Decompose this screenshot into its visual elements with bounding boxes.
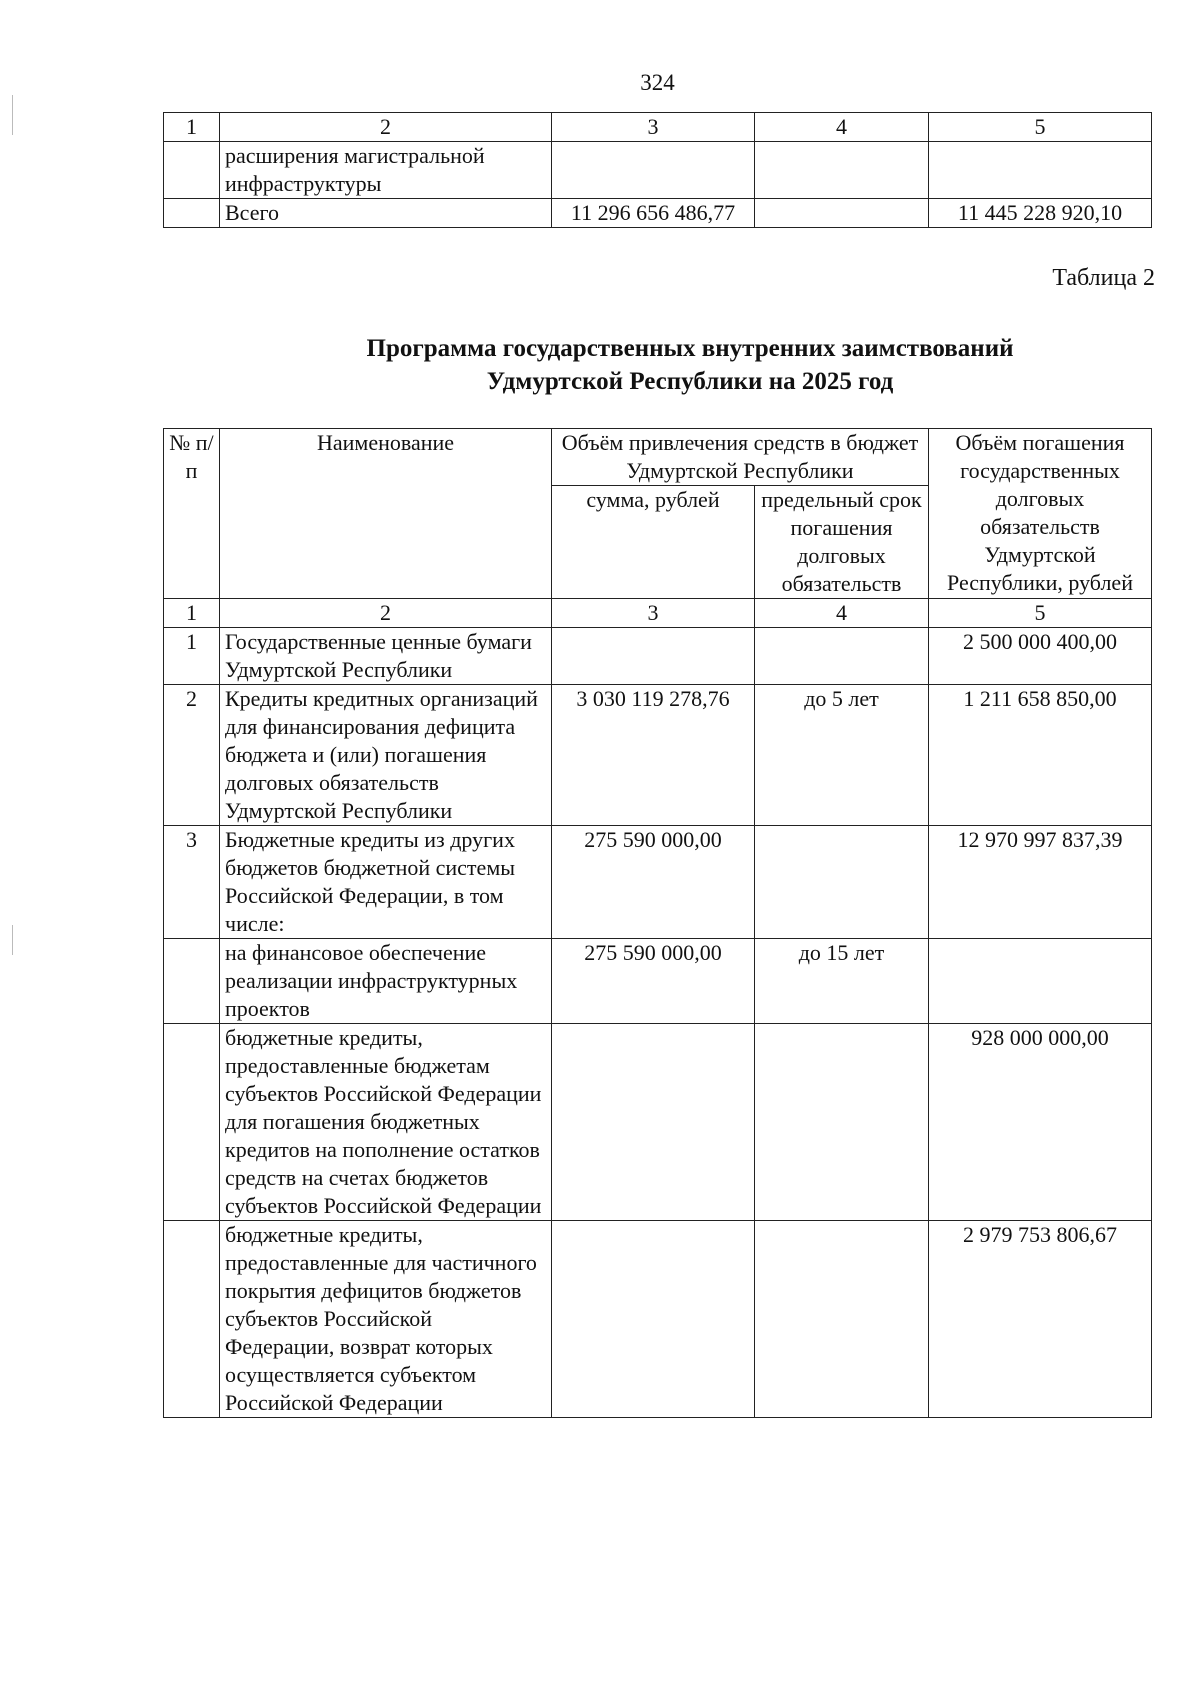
total-label: Всего	[220, 199, 552, 228]
row-amount	[552, 1024, 755, 1221]
table-title-line: Удмуртской Республики на 2025 год	[486, 368, 894, 395]
row-term	[755, 826, 929, 939]
header-number: № п/п	[164, 429, 220, 599]
column-number: 5	[929, 599, 1152, 628]
row-term	[755, 199, 929, 228]
row-amount	[552, 628, 755, 685]
total-repayment: 11 445 228 920,10	[929, 199, 1152, 228]
scan-edge-mark	[12, 95, 13, 135]
continued-table	[163, 112, 1152, 228]
column-number: 4	[755, 113, 929, 142]
row-repayment: 2 500 000 400,00	[929, 628, 1152, 685]
row-name: бюджетные кредиты, предоставленные бюджетам субъектов Российской Федерации для погашения бюджетных кредитов на пополнение остатков средств на счетах бюджетов субъектов Российской Федерации	[220, 1024, 552, 1221]
row-repayment: 2 979 753 806,67	[929, 1221, 1152, 1418]
header-term: предельный срок погашения долговых обязательств	[755, 486, 929, 599]
row-name: расширения магистральной инфраструктуры	[220, 142, 552, 199]
table-row	[164, 939, 1152, 1024]
column-number: 3	[552, 599, 755, 628]
table-title	[0, 332, 1200, 398]
column-number: 5	[929, 113, 1152, 142]
table-title-line: Программа государственных внутренних заимствований	[366, 335, 1014, 362]
row-number: 1	[164, 628, 220, 685]
column-number: 4	[755, 599, 929, 628]
column-number: 2	[220, 599, 552, 628]
row-repayment: 928 000 000,00	[929, 1024, 1152, 1221]
row-number: 2	[164, 685, 220, 826]
column-number-row	[164, 599, 1152, 628]
row-repayment	[929, 939, 1152, 1024]
row-amount: 275 590 000,00	[552, 826, 755, 939]
table-label: Таблица 2	[1052, 265, 1155, 291]
row-name: Государственные ценные бумаги Удмуртской Республики	[220, 628, 552, 685]
row-number	[164, 1024, 220, 1221]
row-name: на финансовое обеспечение реализации инфраструктурных проектов	[220, 939, 552, 1024]
row-term: до 5 лет	[755, 685, 929, 826]
row-repayment: 1 211 658 850,00	[929, 685, 1152, 826]
row-term	[755, 1024, 929, 1221]
borrowing-program-table	[163, 428, 1152, 1418]
table-row	[164, 685, 1152, 826]
row-name: Бюджетные кредиты из других бюджетов бюджетной системы Российской Федерации, в том числе:	[220, 826, 552, 939]
column-number-row	[164, 113, 1152, 142]
table-row	[164, 1221, 1152, 1418]
header-attraction-group: Объём привлечения средств в бюджет Удмуртской Республики	[552, 429, 929, 486]
row-number: 3	[164, 826, 220, 939]
column-number: 3	[552, 113, 755, 142]
total-amount: 11 296 656 486,77	[552, 199, 755, 228]
row-name: Кредиты кредитных организаций для финансирования дефицита бюджета и (или) погашения долговых обязательств Удмуртской Республики	[220, 685, 552, 826]
page-number: 324	[640, 70, 675, 95]
table-row	[164, 826, 1152, 939]
row-repayment: 12 970 997 837,39	[929, 826, 1152, 939]
row-number	[164, 199, 220, 228]
row-repayment	[929, 142, 1152, 199]
header-repayment: Объём погашения государственных долговых обязательств Удмуртской Республики, рублей	[929, 429, 1152, 599]
row-amount: 3 030 119 278,76	[552, 685, 755, 826]
column-number: 2	[220, 113, 552, 142]
row-number	[164, 939, 220, 1024]
scan-edge-mark	[12, 925, 13, 955]
row-amount	[552, 1221, 755, 1418]
row-number	[164, 1221, 220, 1418]
row-number	[164, 142, 220, 199]
row-amount	[552, 142, 755, 199]
row-amount: 275 590 000,00	[552, 939, 755, 1024]
row-term	[755, 628, 929, 685]
header-row	[164, 429, 1152, 486]
table-row	[164, 628, 1152, 685]
row-term: до 15 лет	[755, 939, 929, 1024]
total-row	[164, 199, 1152, 228]
column-number: 1	[164, 599, 220, 628]
header-name: Наименование	[220, 429, 552, 599]
column-number: 1	[164, 113, 220, 142]
header-amount: сумма, рублей	[552, 486, 755, 599]
table-row	[164, 1024, 1152, 1221]
row-term	[755, 142, 929, 199]
row-term	[755, 1221, 929, 1418]
table-row	[164, 142, 1152, 199]
row-name: бюджетные кредиты, предоставленные для частичного покрытия дефицитов бюджетов субъектов Российской Федерации, возврат которых осуществляется субъектом Российской Федерации	[220, 1221, 552, 1418]
